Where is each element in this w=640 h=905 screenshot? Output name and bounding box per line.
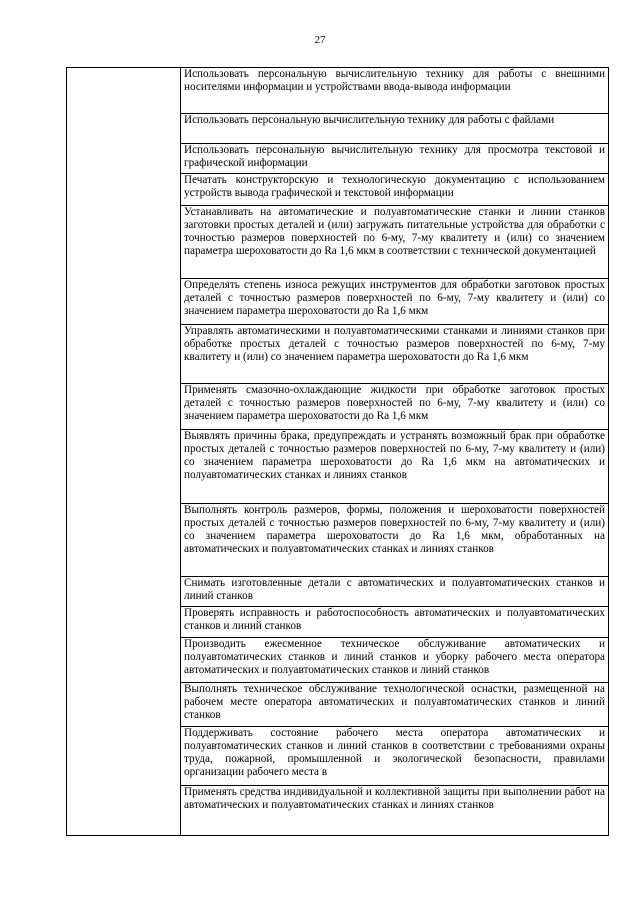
table-cell: Выявлять причины брака, предупреждать и устранять возможный брак при обработке простых деталей с точностью размеров поверхностей по 6-му, 7-му квалитету и (или) со значением параметра шероховатости до Ra 1,6 мкм на автоматических и полуавтоматических станках и линиях станков [181,430,609,504]
table-row [67,68,609,114]
table-cell: Использовать персональную вычислительную технику для просмотра текстовой и графической информации [181,144,609,174]
table-cell: Управлять автоматическими и полуавтоматическими станками и линиями станков при обработке простых деталей с точностью размеров поверхностей по 6-му, 7-му квалитету и (или) со значением параметра шероховатости до Ra 1,6 мкм [181,325,609,384]
table-cell: Применять средства индивидуальной и коллективной защиты при выполнении работ на автоматических и полуавтоматических станках и линиях станков [181,786,609,836]
table-cell: Использовать персональную вычислительную технику для работы с файлами [181,114,609,144]
table-cell: Определять степень износа режущих инструментов для обработки заготовок простых деталей с точностью размеров поверхностей по 6-му, 7-му квалитету и (или) со значением параметра шероховатости до Ra 1,6 мкм [181,279,609,325]
table-cell: Выполнять техническое обслуживание технологической оснастки, размещенной на рабочем месте оператора автоматических и полуавтоматических станков и линий станков [181,683,609,727]
table-cell: Использовать персональную вычислительную технику для работы с внешними носителями информации и устройствами ввода-вывода информации [181,68,609,114]
table-cell: Выполнять контроль размеров, формы, положения и шероховатости поверхностей простых деталей с точностью размеров поверхностей по 6-му, 7-му квалитету и (или) со значением параметра шероховатости до Ra 1,6 мкм, обработанных на автоматических и полуавтоматических станках и линиях станков [181,504,609,577]
table-cell: Производить ежесменное техническое обслуживание автоматических и полуавтоматических станков и линий станков и уборку рабочего места оператора автоматических и полуавтоматических станков и линий станков [181,638,609,683]
skills-table [66,67,609,836]
table-cell: Устанавливать на автоматические и полуавтоматические станки и линии станков заготовки простых деталей и (или) загружать питательные устройства для обработки с точностью размеров поверхностей по 6-му, 7-му квалитету и (или) со значением параметра шероховатости до Ra 1,6 мкм в соответствии с технической документацией [181,206,609,279]
table-left-cell [67,68,181,836]
table-cell: Печатать конструкторскую и технологическую документацию с использованием устройств вывода графической и текстовой информации [181,174,609,206]
table-cell: Проверять исправность и работоспособность автоматических и полуавтоматических станков и линий станков [181,607,609,638]
table-cell: Снимать изготовленные детали с автоматических и полуавтоматических станков и линий станков [181,577,609,607]
table-cell: Поддерживать состояние рабочего места оператора автоматических и полуавтоматических станков и линий станков в соответствии с требованиями охраны труда, пожарной, промышленной и экологической безопасности, правилами организации рабочего места в [181,727,609,786]
page-number: 27 [314,34,326,46]
table-cell: Применять смазочно-охлаждающие жидкости при обработке заготовок простых деталей с точностью размеров поверхностей по 6-му, 7-му квалитету и (или) со значением параметра шероховатости до Ra 1,6 мкм [181,384,609,430]
